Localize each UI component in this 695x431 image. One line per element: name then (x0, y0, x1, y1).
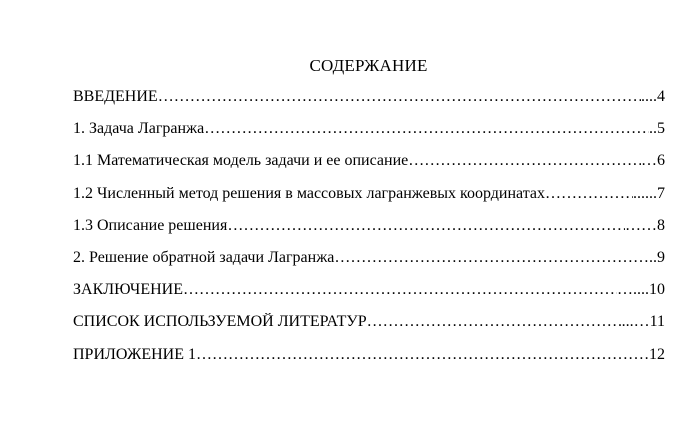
toc-list (73, 88, 665, 378)
toc-entry-page: …..9 (633, 248, 665, 266)
toc-entry-text: ПРИЛОЖЕНИЕ 1 (73, 345, 197, 363)
toc-leader-dots (408, 152, 641, 170)
toc-entry-text: 2. Решение обратной задачи Лагранжа (73, 248, 335, 266)
toc-entry-appendix-1 (73, 346, 665, 378)
toc-entry-math-model (73, 152, 665, 184)
toc-entry-text: 1. Задача Лагранжа (73, 120, 205, 138)
toc-entry-page: ....4 (641, 88, 665, 105)
toc-entry-inverse-problem (73, 249, 665, 281)
toc-entry-lagrange-problem (73, 120, 665, 152)
toc-leader-dots (183, 281, 617, 299)
toc-entry-page: ......7 (633, 184, 665, 202)
toc-entry-numerical-method (73, 185, 665, 217)
toc-leader-dots (334, 249, 633, 267)
toc-entry-conclusion (73, 281, 665, 313)
toc-entry-page: …6 (641, 152, 665, 170)
toc-entry-page: ...…11 (621, 313, 665, 331)
toc-title: СОДЕРЖАНИЕ (309, 56, 428, 75)
toc-entry-text: 1.1 Математическая модель задачи и ее описание (73, 152, 409, 170)
toc-entry-references (73, 313, 665, 345)
toc-entry-text: ВВЕДЕНИЕ (73, 88, 158, 105)
toc-leader-dots (158, 88, 641, 106)
toc-entry-introduction (73, 88, 665, 120)
toc-leader-dots (367, 313, 622, 331)
toc-entry-text: ЗАКЛЮЧЕНИЕ (73, 281, 183, 299)
toc-leader-dots (196, 346, 649, 364)
toc-leader-dots (204, 120, 649, 138)
toc-leader-dots (227, 217, 625, 235)
toc-entry-page: ..5 (649, 120, 665, 138)
toc-entry-page: 12 (649, 345, 665, 363)
toc-entry-text: 1.3 Описание решения (73, 216, 228, 234)
toc-leader-dots (545, 185, 633, 203)
toc-entry-page: ……8 (625, 216, 665, 234)
toc-entry-solution-description (73, 217, 665, 249)
toc-entry-text: 1.2 Численный метод решения в массовых лагранжевых координатах (73, 184, 546, 202)
toc-entry-text: СПИСОК ИСПОЛЬЗУЕМОЙ ЛИТЕРАТУР (73, 313, 367, 331)
toc-entry-page: …....10 (617, 281, 665, 299)
